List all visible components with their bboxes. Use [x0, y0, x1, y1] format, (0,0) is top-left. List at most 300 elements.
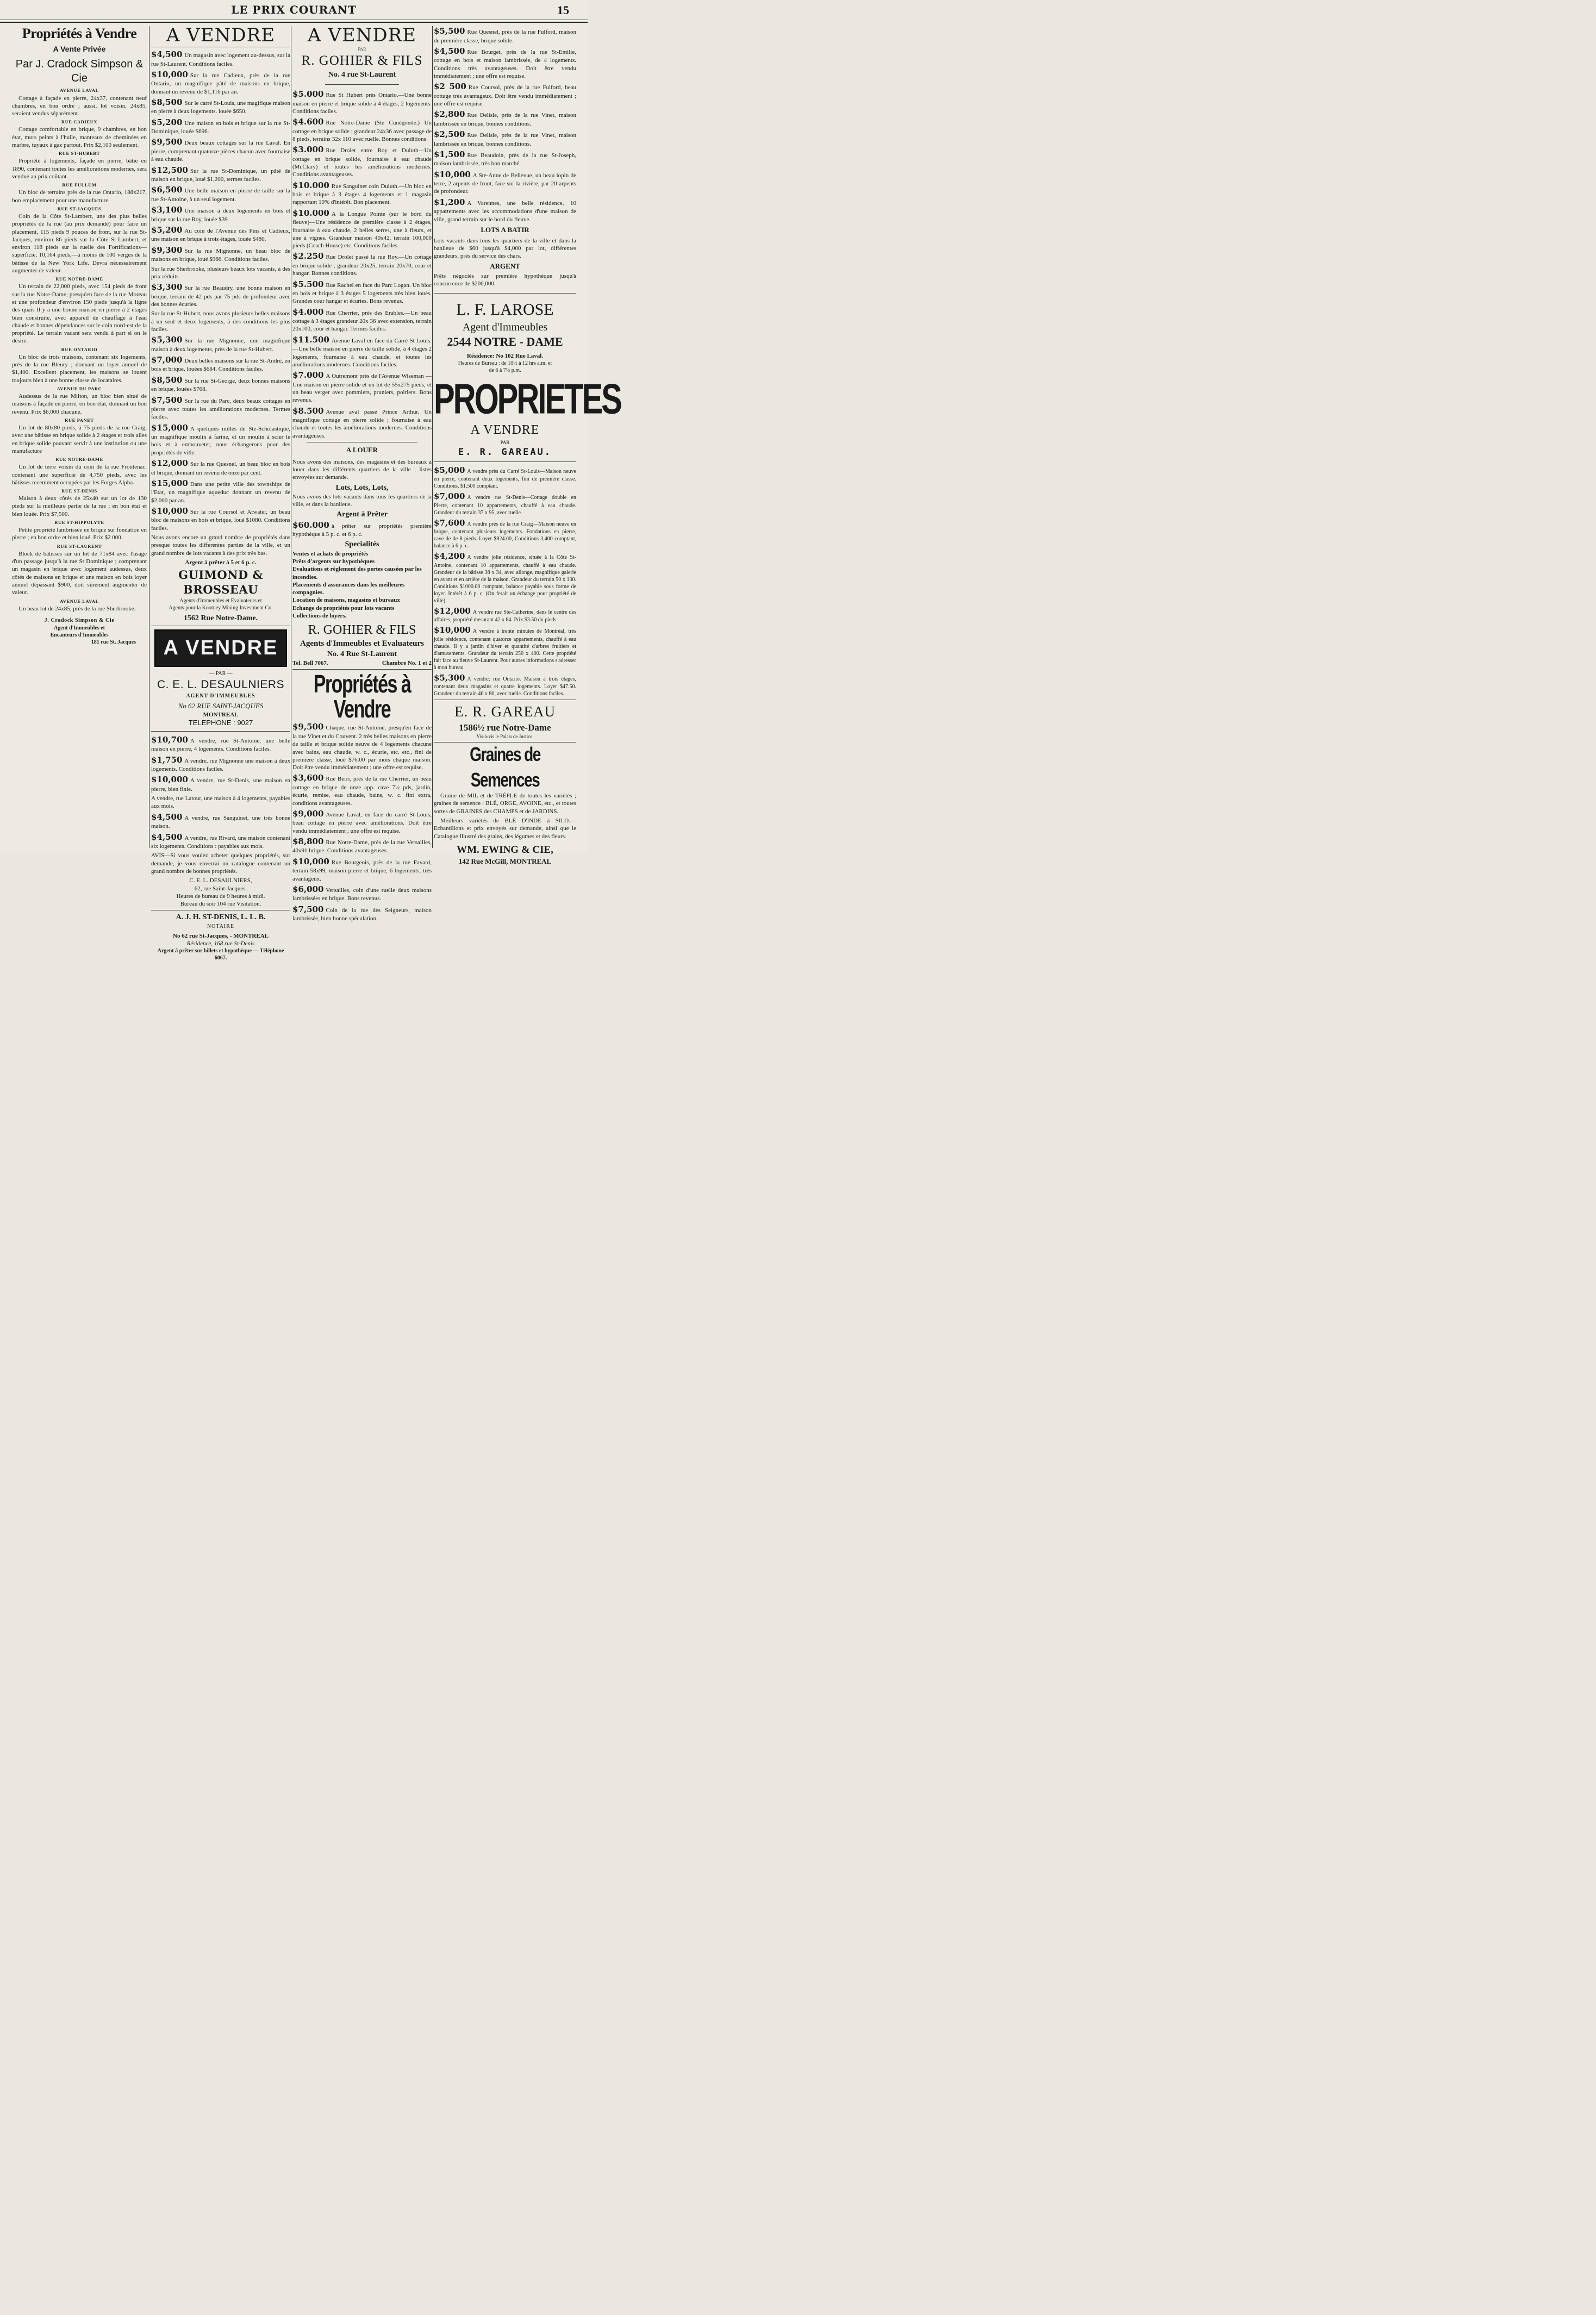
price: $2,500	[434, 129, 465, 140]
listing-item	[151, 265, 290, 281]
price: $12,500	[151, 165, 188, 175]
listing-item	[292, 89, 432, 115]
listing-text: Rue Drolet passé la rue Roy.—Un cottage en brique solide ; grandeur 20x25, terrain 20x70, cour et hangar. Bonnes conditions.	[292, 254, 432, 277]
listings	[151, 49, 290, 557]
listing-text: A vendre, rue Sanguinet, une très bonne maison.	[151, 814, 290, 830]
price: $10,000	[151, 69, 188, 79]
listing-text: A vendre, rue St-Antoine, une belle maison en pierre, 4 logements. Conditions faciles.	[151, 737, 290, 753]
price: $7.000	[292, 370, 324, 380]
firm-address: 142 Rue McGill, MONTREAL	[458, 857, 552, 865]
graines-heading: Graines de Semences	[470, 744, 540, 791]
listing-text: Un magasin avec logement au-dessus, sur la rue St-Laurent. Conditions faciles.	[151, 52, 291, 67]
listing-item	[151, 375, 290, 394]
listing-item	[434, 551, 576, 604]
listing-text: Avenue aval passé Prince Arthur. Un magnifique cottage en pierre solide ; fournaise à eau chaude et toutes les améliorations modernes. Conditions avantageuses.	[292, 408, 432, 439]
listing-text: A vendre, rue Rivard, une maison contenant six logements. Conditions : payables aux mois.	[151, 834, 290, 850]
price: $15,000	[151, 422, 188, 433]
listing-item	[292, 406, 432, 440]
price: $5.500	[292, 279, 324, 289]
price: $6,500	[151, 185, 183, 195]
section-text: Un lot de terre voisin du coin de la rue Frontenac. contenant une superficie de 4,750 pieds, avec les bâtisses recemment occupées par les Forges Alpha.	[12, 464, 147, 486]
listing-text: Sur la rue Beaudry, une bonne maison en brique, terrain de 42 pds par 75 pds de profondeur avec des bonnes écuries.	[151, 285, 290, 308]
listing-text: Sur la rue St-Hubert, nous avons plusieurs belles maisons à un seul et deux logements, à des conditions les plus faciles.	[151, 310, 290, 333]
listing-item	[151, 225, 290, 244]
chambre: Chambre No. 1 et 2	[382, 660, 432, 667]
larose-listings	[434, 26, 576, 223]
listing-item	[151, 458, 290, 477]
section-heading: RUE FULLUM	[62, 182, 97, 188]
listing-text: Rue St Hubert près Ontario.—Une bonne maison en pierre et brique solide à 4 étages, 2 logements. Conditions faciles.	[292, 92, 432, 115]
specialite-item: Prêts d'argents sur hypothèques	[292, 558, 375, 565]
price: $4,500	[151, 49, 183, 59]
signature-line: J. Cradock Simpson & Cie	[44, 617, 115, 623]
listing-text: Sur la rue St-George, deux bonnes maisons en brique, louées $768.	[151, 377, 290, 393]
price: $8.500	[292, 405, 324, 416]
listing-item	[292, 180, 432, 207]
price: $10,000	[151, 506, 188, 516]
listing-item	[434, 129, 576, 148]
listing-text: A Ste-Anne de Bellevue, un beau lopin de terre, 2 arpents de front, face sur la rivière, par 20 arpents de profondeur.	[434, 172, 576, 195]
section-text: Un lot de 80x80 pieds, à 75 pieds de la rue Craig, avec une bâtisse en brique solide à 2 étages et trois ailes en brique solide pouvant servir à une institution ou une manufacture	[12, 425, 147, 454]
listing-text: A vendre près de la rue Craig—Maison neuve en brique, contenant plusieurs logements. Fondations en pierre, cave de de 8 pieds. Loyer $924.00, Conditions 3,400 comptant, balance à 6 p. c.	[434, 521, 576, 550]
listing-item	[151, 117, 290, 136]
price: $7,000	[434, 491, 465, 502]
price: $7,500	[151, 395, 183, 405]
section-title: Propriétés à Vendre	[313, 670, 411, 724]
listing-text: A vendre près du Carré St-Louis—Maison neuve en pierre, contenant deux logements, fini de première classe. Conditions, $1,500 comptant.	[434, 468, 576, 490]
listing-text: Sur la rue Mignonne, un beau bloc de maisons en brique, loué $966. Conditions faciles.	[151, 247, 290, 263]
firm-role: Agent d'Immeubles	[462, 321, 548, 334]
signature: C. E. L. DESAULNIERS,	[189, 877, 252, 884]
section-heading: RUE ST-JACQUES	[57, 205, 102, 211]
column-title: Propriétés à Vendre	[22, 26, 137, 41]
firm-name: WM. EWING & CIE,	[457, 844, 553, 856]
listing-item	[151, 395, 290, 421]
listing-text: Rue Bourget, près de la rue St-Emilie, cottage en bois et maison lambrissée, de 4 logements. Conditions très avantageuses. Doit être vendu immédiatement ; une offre est requise.	[434, 48, 576, 79]
section-heading: RUE ST-LAURENT	[57, 543, 102, 549]
listing-item	[151, 832, 290, 851]
section-heading: AVENUE LAVAL	[60, 598, 99, 604]
column-simpson	[12, 26, 147, 848]
section-text: Cottage à façade en pierre, 24x37, contenant neuf chambres, en bon ordre ; aussi, lot voisin, 24x85, seraient vendus séparément.	[12, 95, 147, 117]
firm-name: E. R. GAREAU	[454, 703, 556, 720]
column-subtitle: A Vente Privée	[53, 45, 106, 54]
column-title: A VENDRE	[307, 24, 417, 46]
price: $8,500	[151, 375, 183, 385]
proprietes-heading: PROPRIETES	[434, 375, 621, 423]
firm-name: E. R. GAREAU.	[458, 446, 552, 458]
listing-item	[292, 370, 432, 404]
section-heading: RUE ST-HUBERT	[59, 151, 100, 157]
argent-text: Prêts négociés sur première hypothèque jusqu'à concurrence de $200,000.	[434, 272, 576, 287]
listing-item	[292, 279, 432, 305]
section-text: Petite propriété lambrissée en brique sur fondation en pierre ; en bon ordre et bien loué. Prix $2 000.	[12, 527, 147, 541]
firm-address: 2544 NOTRE - DAME	[447, 335, 563, 349]
a-louer-text: Nous avons des maisons, des magasins et des bureaux à louer dans les différents quartiers de la ville ; listes envoyées sur demande.	[292, 458, 432, 481]
listing-text: A la Longue Pointe (sur le bord du fleuve)—Une résidence de première classe à 2 étages, fournaise à eau chaude, 2 belles serres, une à fleurs, et une à vignes. Grandeur maison 40x42, terrain 100,000 pieds (Coach House) etc. Conditions faciles.	[292, 210, 432, 249]
listing-text: Sur la rue St-Dominique, un pâté de maison en brique, loué $1,200, termes faciles.	[151, 167, 290, 183]
listing-text: Rue Quesnel, près de la rue Fulford, maison de première classe, brique solide.	[434, 29, 576, 44]
lots-text: Lots vacants dans tous les quartiers de la ville et dans la banlieue de $60 jusqu'à $4,000 par lot, différentes grandeurs, près du service des chars.	[434, 237, 576, 260]
section-heading: AVENUE LAVAL	[60, 88, 99, 93]
listing-item	[434, 149, 576, 168]
listing-item	[151, 534, 290, 557]
price: $3,600	[292, 773, 324, 783]
price: $5.000	[292, 89, 324, 99]
listing-text: Rue Rachel en face du Parc Logan. Un bloc en bois et brique à 3 étages 5 logements très bien loués. Grandes cour hangar et écuries. Bons revenus.	[292, 282, 432, 305]
listing-item	[292, 857, 432, 883]
price: $4,500	[151, 832, 183, 842]
price: $8,500	[151, 97, 183, 107]
listing-item	[292, 208, 432, 250]
section-text: Un bloc de trois maisons, contenant six logements, près de la rue Bleury ; donnant un loyer annuel de $1,400. Excellent placement, les maisons se louent toujours bien à une bonne classe de locataires.	[12, 353, 147, 384]
listing-item	[151, 812, 290, 831]
price: $3.000	[292, 145, 324, 155]
firm-name: L. F. LAROSE	[456, 301, 554, 319]
desaulniers-listings	[151, 735, 290, 851]
firm-role: Agents d'Immeubles et Evaluateurs et	[179, 597, 262, 604]
listing-item	[151, 245, 290, 264]
listing-text: Rue Sanguinet coin Duluth.—Un bloc en bois et brique à 3 étages 4 logements et 1 magasin rapportant 10% d'intérêt. Bon placement.	[292, 183, 432, 206]
section-heading: RUE ONTARIO	[61, 346, 98, 352]
listing-text: A vendre, rue Mignonne une maison à deux logements. Conditions faciles.	[151, 757, 290, 773]
page-number: 15	[557, 3, 569, 17]
listing-text: Sur la rue Quesnel, un beau bloc en bois et brique, donnant un revenu de onze par cent.	[151, 461, 290, 476]
notaire-footer: Argent à prêter sur billets et hypothèque — Téléphone 6067.	[157, 948, 284, 962]
signature-line: 181 rue St. Jacques	[91, 639, 136, 645]
price: $2 500	[434, 82, 466, 92]
listing-item	[292, 884, 432, 903]
newspaper-page	[0, 0, 621, 962]
price: $9,300	[151, 245, 183, 255]
price: $5,200	[151, 117, 183, 127]
listing-text: Sur la rue Mignonne, une magnifique maison à deux logements, près de la rue St-Hubert.	[151, 338, 290, 353]
listing-item	[292, 904, 432, 923]
listing-item	[151, 478, 290, 504]
divider	[434, 293, 576, 294]
listing-item	[434, 170, 576, 196]
listing-text: Deux belles maisons sur la rue St-André, en bois et brique, louées $684. Conditions faciles.	[151, 357, 290, 373]
price: $15,000	[151, 478, 188, 488]
listing-text: A vendre rue St-Denis—Cottage double en Pierre, contenant 10 appartements, chauffé à eau chaude. Grandeur du terrain 37 x 95, avec ruelle.	[434, 495, 576, 516]
simpson-listings	[12, 88, 147, 612]
section-title: LOTS A BATIR	[481, 225, 529, 234]
firm-name: R. GOHIER & FILS	[308, 623, 416, 638]
listing-item	[434, 82, 576, 108]
newspaper-title: LE PRIX COURANT	[231, 3, 357, 16]
listing-text: Rue Coursol, près de la rue Fulford, beau cottage très avantageux. Doit être vendu immédiatement ; une offre est requise.	[434, 84, 576, 107]
listing-text: Rue Drolet entre Roy et Duluth—Un cottage en brique solide, fournaise à eau chaude (McClary) et toutes les améliorations modernes. Conditions avantageuses.	[292, 147, 432, 178]
column-title: A VENDRE	[166, 24, 276, 46]
listing-text: Rue Berri, près de la rue Cherrier, un beau cottage en brique de onze app. cave 7½ pds, jardin, écurie, remise, eau chaude, bains, w. c. fini extra, conditions avantageuses.	[292, 776, 432, 807]
listing-text: Deux beaux cottages sur la rue Laval. En pierre, comprenant quatorze pièces chacun avec fournaise à eau chaude.	[151, 140, 290, 163]
listing-item	[434, 491, 576, 516]
loan-notice: Argent à prêter à 5 et 6 p. c.	[185, 559, 257, 566]
section-text: Propriété à logements, façade en pierre, bâtie en 1890, contenant toutes les améliorations modernes, sera vendue au prix coûtant.	[12, 158, 147, 180]
specialite-item: Location de maisons, magasins et bureaux	[292, 597, 400, 604]
listing-item	[292, 722, 432, 771]
section-text: Block de bâtisses sur un lot de 71x84 avec l'usage d'un passage jusqu'à la rue St Dominique ; comprenant un magasin en brique avec logement audessus, deux côtés de maisons en brique et une maison en bois loyer annuel dépassant $900, doit sûrement augmenter de valeur.	[12, 550, 147, 596]
office-hours: Heures de bureau de 9 heures à midi.	[176, 893, 265, 900]
listing-text: Rue Bourgeois, près de la rue Favard, terrain 58x99, maison pierre et brique, 6 logements, très avantageux.	[292, 859, 432, 882]
price: $5,200	[151, 224, 183, 235]
listing-item	[292, 773, 432, 807]
agent-name: Par J. Cradock Simpson & Cie	[15, 58, 144, 85]
listing-item	[151, 165, 290, 184]
listing-text: Nous avons encore un grand nombre de propriétés dans presque toutes les differentes parties de la ville, et un grand nombre de lots vacants à des prix très bas.	[151, 534, 290, 557]
signature-line: Agent d'Immeubles et	[54, 625, 105, 631]
section-heading: RUE NOTRE-DAME	[55, 276, 103, 282]
price: $5,000	[434, 465, 465, 475]
price: $11.500	[292, 334, 329, 345]
price: $4,500	[151, 812, 183, 822]
price: $1,750	[151, 754, 183, 765]
price: $10.000	[292, 208, 329, 218]
firm-name: C. E. L. DESAULNIERS	[157, 678, 285, 691]
firm-role: AGENT D'IMMEUBLES	[186, 692, 255, 699]
par-label: PAR	[500, 440, 510, 446]
listing-text: Sur le carré St-Louis, une magifique maison en pierre à deux logements. louée $650.	[151, 99, 291, 115]
specialite-item: Evaluations et règlement des pertes causées par les incendies.	[292, 566, 422, 581]
listing-text: Sur la rue du Parc, deux beaux cottages en pierre avec toutes les améliorations modernes. Termes faciles.	[151, 397, 290, 421]
a-vendre-heading: A VENDRE	[470, 423, 540, 438]
firm-address: 1586½ rue Notre-Dame	[459, 722, 551, 733]
residence: Résidence: No 102 Rue Laval.	[466, 352, 544, 359]
listing-item	[434, 26, 576, 45]
listing-item	[151, 310, 290, 333]
price: $1,200	[434, 197, 465, 207]
section-title: ARGENT	[490, 261, 520, 270]
lots-text: Nous avons des lots vacants dans tous les quartiers de la ville, et dans la banlieue.	[292, 493, 432, 508]
price: $10,700	[151, 734, 188, 745]
listing-item	[434, 46, 576, 80]
price: $5,500	[434, 26, 465, 36]
listing-item	[292, 251, 432, 277]
listing-text: Sur la rue Sherbrooke, plusieurs beaux lots vacants, à des prix réduits.	[151, 265, 290, 280]
listing-item	[292, 117, 432, 143]
firm-name: GUIMOND & BROSSEAU	[178, 568, 263, 597]
gohier-listings-2	[292, 722, 432, 922]
listing-item	[151, 185, 290, 203]
office-hours: Bureau du soir 104 rue Visitation.	[180, 901, 261, 908]
price: $4.600	[292, 117, 324, 127]
listing-item	[434, 197, 576, 223]
price: $7,600	[434, 517, 465, 528]
section-heading: RUE ST-HIPPOLYTE	[54, 520, 104, 526]
listing-text: A quelques milles de Ste-Scholastique, un magnifique moulin à farine, et un moulin à scier le bois et à embouveter, nous échangerons pour des propriétés de ville.	[151, 425, 290, 456]
notaire-address: No 62 rue St-Jacques, - MONTREAL	[173, 932, 269, 939]
listing-item	[151, 335, 290, 353]
listing-text: Rue Delisle, près de la rue Vinet, maison lambrissée en brique, bonnes conditions.	[434, 132, 576, 147]
firm-role: Agents pour la Kootney Mining Investment Co.	[169, 604, 273, 611]
listing-item	[151, 137, 290, 163]
listing-text: A vendre rue Ste-Catherine, dans le centre des affaires, propriété mesurant 42 x 84. Prix $3.50 du pieds.	[434, 609, 576, 623]
listing-text: Au coin de l'Avenue des Pins et Cadieux, une maison en brique à trois étages, louée $480.	[151, 227, 290, 243]
price: $60.000	[292, 520, 329, 530]
listing-item	[292, 335, 432, 369]
price: $7,000	[151, 354, 183, 365]
listing-text: A vendre, rue Latour, une maison à 4 logements, payables aux mois.	[151, 795, 290, 810]
masthead	[0, 0, 588, 23]
listing-text: Sur la rue Cadieux, près de la rue Ontario, un magnifique pâté de maisons en brique, donnant un revenu de $1,116 par an.	[151, 72, 290, 95]
listing-item	[434, 518, 576, 550]
listing-item	[434, 465, 576, 490]
office-hours: de 6 à 7½ p.m.	[489, 367, 521, 374]
section-text: Un bloc de terrains près de la rue Ontario, 188x217, bon emplacement pour une manufacture.	[12, 189, 147, 204]
listing-item	[151, 775, 290, 793]
listing-item	[292, 837, 432, 855]
section-text: Un beau lot de 24x85, près de la rue Sherbrooke.	[18, 605, 136, 612]
section-title: A LOUER	[346, 445, 378, 454]
listing-text: Une maison en bois et brique sur la rue St-Dominique, louée $696.	[151, 120, 290, 135]
listing-text: Une maison à deux logements en bois et brique sur la rue Roy, louée $39	[151, 208, 290, 223]
listing-text: à prêter sur propriétés première hypothèque à 5 p. c. et 6 p. c.	[292, 522, 432, 538]
section-title: Argent à Prêter	[336, 510, 388, 519]
listing-text: Versailles, coin d'une ruelle deux maisons lambrissées en brique. Bons revenus.	[292, 887, 432, 902]
signature-address: 62, rue Saint-Jacques.	[194, 885, 247, 892]
listing-item	[151, 506, 290, 532]
par-label: — PAR —	[209, 671, 233, 677]
price: $10,000	[292, 856, 329, 866]
listing-text: Une belle maison en pierre de taille sur la rue St-Antoine, à un seul logement.	[151, 188, 290, 203]
listing-item	[434, 625, 576, 671]
price: $5,300	[434, 672, 465, 683]
firm-address: No 62 RUE SAINT-JACQUES	[178, 701, 264, 710]
price: $2.250	[292, 251, 324, 261]
par-label: PAR	[358, 47, 366, 52]
listing-item	[151, 423, 290, 457]
listing-text: Rue Notre-Dame, près de la rue Versailles, 40x91 brique. Conditions avantageuses.	[292, 839, 432, 854]
listing-item	[434, 606, 576, 624]
listing-text: Sur la rue Coursol et Atwater, un beau bloc de maisons en bois et brique, loué $1080. Conditions faciles.	[151, 508, 290, 532]
column-divider	[432, 26, 433, 848]
listing-item	[151, 355, 290, 373]
gareau-listings	[434, 465, 576, 698]
divider	[151, 731, 290, 732]
section-text: Cottage comfortable en brique, 9 chambres, en bon état, murs peints à l'huile, manteaux de cheminées en marbre, tuyaux à gaz partout. Prix $2,100 seulement.	[12, 126, 147, 149]
price: $8,800	[292, 836, 324, 846]
firm-city: MONTREAL	[203, 711, 239, 718]
price: $9,000	[292, 808, 324, 819]
firm-vis: Vis-à-vis le Palais de Justice.	[476, 733, 534, 739]
price: $4.000	[292, 307, 324, 317]
listing-item	[292, 809, 432, 835]
firm-role: Agents d'Immeubles et Evaluateurs	[300, 639, 424, 648]
firm-phone: TELEPHONE : 9027	[188, 718, 253, 727]
listing-text: Dans une petite ville des townships de l'Etat, un magnifique aqueduc donnant un revenu de $2,000 par an.	[151, 481, 290, 504]
a-vendre-banner: A VENDRE	[154, 629, 287, 667]
listing-item	[151, 97, 290, 116]
listing-text: A Outremont près de l'Avenue Wiseman — Une maison en pierre solide et un lot de 55x275 pieds, et un beau verger avec pommiers, pruniers, poiriers. Bons revenus.	[292, 373, 432, 404]
price: $3,300	[151, 282, 183, 292]
section-text: Audessus de la rue Milton, un bloc bien situé de maisons à façade en pierre, en bon état, donnant un bon revenu. Prix $6,000 chacune.	[12, 393, 147, 415]
column-gohier	[292, 24, 432, 922]
listing-item	[151, 795, 290, 810]
section-text: Un terrain de 22,000 pieds, avec 154 pieds de front sur la rue Notre-Dame, presqu'en face de la rue Moreau et une profondeur d'environ 150 pieds jusqu'à la ligne des quais Il y a une bonne maison en pierre à 2 étages bien construite, avec appareil de chauffage à l'eau chaude et bonnes dépendances sur le coin nord-est de la propriété. Le terrain vacant sera vendu à part si on le désire.	[12, 283, 147, 345]
contact-row	[292, 659, 432, 667]
section-heading: RUE PANET	[65, 417, 94, 423]
price: $12,000	[151, 458, 188, 469]
section-heading: RUE CADIEUX	[61, 119, 98, 125]
price: $12,000	[434, 606, 471, 616]
divider	[292, 669, 432, 670]
notaire-residence: Résidence, 168 rue St-Denis	[186, 940, 255, 947]
divider	[434, 461, 576, 462]
listing-text: A vendre; rue Ontario. Maison à trois étages, contenant deux magasins et quatre logements. Loyer $47.50. Grandeur du terrain 46 x 80, avec ruelle. Conditions faciles.	[434, 676, 576, 697]
listing-text: Avenue Laval en face du Carré St Louis.—Une belle maison en pierre de taille solide, à 4 étages 2 logements, fournaise à eau chaude, et toutes les améliorations modernes. Conditions faciles.	[292, 337, 432, 368]
listing-text: Coin de la rue des Seigneurs, maison lambrissée, bien bonne spéculation.	[292, 907, 432, 922]
telephone: Tel. Bell 7067.	[292, 660, 328, 667]
signature-block	[12, 617, 147, 646]
specialite-item: Ventes et achats de propriétés	[292, 550, 369, 557]
listing-item	[151, 282, 290, 308]
listing-item	[151, 205, 290, 223]
column-larose-gareau	[434, 26, 621, 865]
price: $3,100	[151, 205, 183, 215]
listing-item	[434, 109, 576, 128]
price: $5,300	[151, 335, 183, 345]
section-heading: AVENUE DU PARC	[57, 386, 102, 392]
price: $6,000	[292, 884, 324, 894]
price: $1,500	[434, 149, 465, 159]
listing-item	[151, 70, 290, 96]
listing-text: Rue Delisle, près de la rue Vinet, maison lambrissée en brique, bonnes conditions.	[434, 112, 576, 127]
gohier-listings	[292, 89, 432, 440]
notaire-name: A. J. H. ST-DENIS, L. L. B.	[176, 913, 266, 922]
specialites-list	[292, 550, 432, 620]
price: $10,000	[434, 169, 471, 179]
price: $9,500	[292, 722, 324, 732]
section-text: Coin de la Côte St-Lambert, une des plus belles propriétés de la rue (au prix demandé) pour faire un placement, 115 pieds 9 pouces de front, sur la rue St-Jacques, environ 86 pieds sur la Côte St-Lambert, et environ 118 pieds sur la ruelle des Fortifications—superficie, 10,164 pieds,—à moins de 100 verges de la bâtisse de la New York Life. Devra nécessairement augmenter de valeur.	[12, 213, 147, 274]
listing-text: A vendre jolie résidence, située à la Côte St-Antoine, contenant 10 appartements, chauffé à eau chaude. Grandeur de la bâtisse 38 x 34, avec allonge, magnifique galerie en avant et en arrière de la maison. Grandeur du terrain 50 x 130. Conditions $1000.00 comptant, balance payable sous forme de loyer. Intérêt à 6 p. c. (On ferait un échange pour propriété de ville).	[434, 554, 576, 604]
listing-item	[151, 735, 290, 753]
listing-text: A Varennes, une belle résidence, 10 appartements avec les accommodations d'une maison de ville, grand terrain sur le bord du fleuve.	[434, 199, 576, 223]
price: $4,200	[434, 551, 465, 561]
price: $10,000	[151, 775, 188, 785]
avis-notice: AVIS—Si vous voulez acheter quelques propriétés, sur demande, je vous enverrai un catalogue contenant un grand nombre de bonnes propriétés.	[151, 852, 290, 875]
office-hours: Heures de Bureau : de 10½ à 12 hrs a.m. et	[458, 360, 552, 367]
section-title: Specialités	[345, 540, 379, 549]
listing-item	[292, 145, 432, 178]
price: $9,500	[151, 137, 183, 147]
specialite-item: Echange de propriétés pour lots vacants	[292, 604, 395, 611]
column-a-vendre	[151, 24, 291, 962]
firm-address: No. 4 rue St-Laurent	[328, 70, 396, 79]
price: $10,000	[434, 625, 471, 635]
listing-item	[151, 49, 290, 68]
price: $7,500	[292, 904, 324, 914]
section-text: Maison à deux côtés de 25x40 sur un lot de 130 pieds sur la meilleure partie de la rue ; en bon état et bien louée. Prix $7,500.	[12, 495, 147, 517]
firm-address: No. 4 Rue St-Laurent	[327, 650, 397, 658]
price: $2,800	[434, 109, 465, 120]
graines-text: Meilleurs variétés de BLÉ D'INDE à SILO.— Echantillons et prix envoyés sur demande, ainsi que le Catalogue Illustré des grains, des légumes et des fleurs.	[434, 818, 576, 840]
graines-text: Graine de MIL et de TRÈFLE de toutes les variétés ; graines de semence : BLÉ, ORGE, AVOINE, etc., et toutes sortes de GRAINES des CHAMPS et de JARDINS.	[434, 793, 576, 815]
listing-text: A vendre à trente minutes de Montréal, très jolie résidence, contenant quatorze appartements, chauffé à eau chaude. Il y a jardin d'hiver et quantité d'arbres fruitiers et d'amusements. Grandeur du terrain 250 x 400. Cette propriété fait face au fleuve St-Laurent. Pour autres informations s'adresser à mon bureau.	[434, 628, 576, 671]
listing-text: Avenue Laval, en face du carré St-Louis, beau cottage en pierre avec améliorations. Doit être vendu immédiatement ; une offre est requise.	[292, 811, 432, 834]
listing-text: Rue Cherrier, près des Erables.—Un beau cottage à 3 étages grandeur 20x 36 avec extension, terrain 20x100, cour et hangar. Termes faciles.	[292, 309, 432, 333]
argent-listing	[292, 520, 432, 539]
listing-item	[434, 673, 576, 698]
firm-name: R. GOHIER & FILS	[301, 53, 423, 68]
firm-address: 1562 Rue Notre-Dame.	[183, 614, 258, 622]
section-heading: RUE ST-DENIS	[61, 488, 97, 494]
section-title: Lots, Lots, Lots,	[335, 483, 389, 492]
divider	[325, 84, 399, 85]
notaire-title: NOTAIRE	[207, 923, 235, 929]
specialite-item: Placements d'assurances dans les meilleures compagnies.	[292, 581, 405, 596]
signature-line: Encanteurs d'Immeubles	[50, 632, 109, 638]
listing-text: Rue Notre-Dame (Ste Cunégonde.) Un cottage en brique solide ; grandeur 24x36 avec passage de 8 pieds, terrains 32x 110 avec ruelle. Bonnes conditions	[292, 120, 432, 142]
